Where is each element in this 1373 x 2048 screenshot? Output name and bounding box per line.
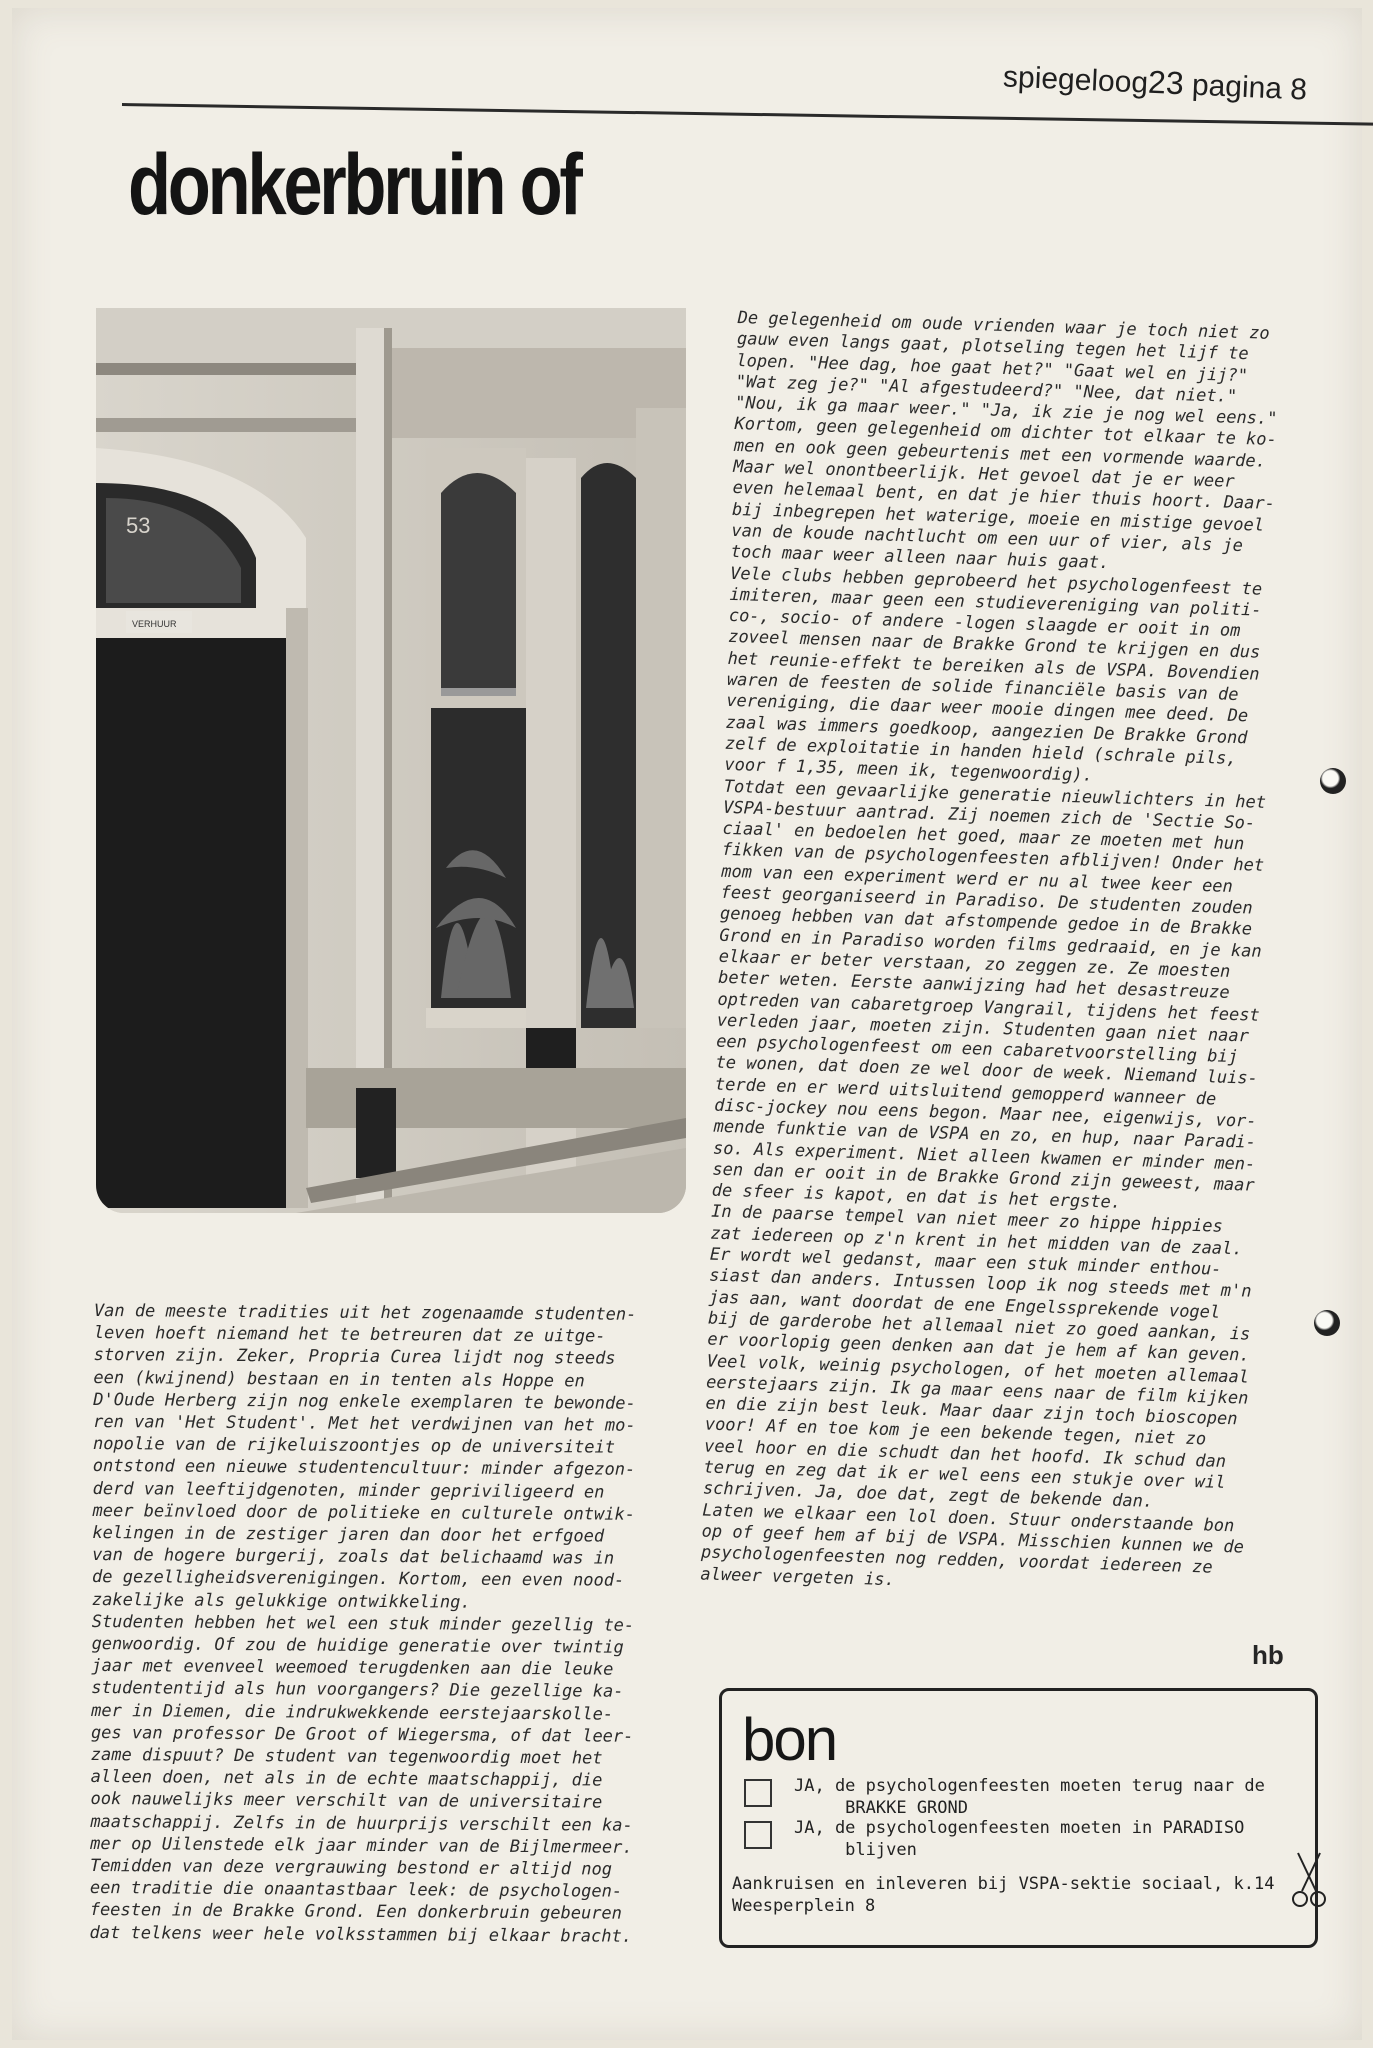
scissors-icon [1292,1851,1326,1913]
building-photo-illustration [96,308,686,1213]
article-column-left: Van de meeste tradities uit het zogenaamde studenten- leven hoeft niemand het te betreuren dat ze uitge- storven zijn. Zeker, Propria Curea lijdt nog steeds een (kwijnend) bestaan en in tenten als Hoppe en D'Oude Herberg zijn nog enkele exemplaren te bewonde- ren van 'Het Student'. Met het verdwijnen van het mo- nopolie van de rijkeluiszoontjes op de universiteit ontstond een nieuwe studentencultuur: minder afgezon- derd van leeftijdgenoten, minder gepriviligeerd en meer beïnvloed door de politieke en culturele ontwik- kelingen in de zestiger jaren dan door het erfgoed van de hogere burgerij, zoals dat belichaamd was in de gezelligheidsverenigingen. Kortom, een even nood- zakelijke als gelukkige ontwikkeling. Studenten hebben het wel een stuk minder gezellig te- genwoordig. Of zou de huidige generatie over twintig jaar met evenveel weemoed terugdenken aan die leuke studententijd als hun voorgangers? Die gezellige ka- mer in Diemen, die indrukwekkende eerstejaarskolle- ges van professor De Groot of Wiegersma, of dat leer- zame dispuut? De student van tegenwoordig moet het alleen doen, net als in de echte maatschappij, die ook nauwelijks meer verschilt van de universitaire maatschappij. Zelfs in de huurprijs verschilt een ka- mer op Uilenstede elk jaar minder van de Bijlmermeer. Temidden van deze vergrauwing bestond er altijd nog een traditie die onaantastbaar leek: de psychologen- feesten in de Brakke Grond. Een donkerbruin gebeuren dat telkens weer hele volksstammen bij elkaar bracht. [89,1301,637,1947]
coupon-option-1-label: JA, de psychologenfeesten moeten terug naar de BRAKKE GROND [794,1776,1265,1818]
door-sign: VERHUUR [132,619,177,629]
coupon-box [719,1688,1318,1948]
headline: donkerbruin of [128,137,580,233]
publication-name: spiegeloog [1002,60,1149,100]
author-signature: hb [1252,1640,1284,1670]
door-number: 53 [126,513,151,538]
coupon-option-2-label: JA, de psychologenfeesten moeten in PARADISO blijven [794,1818,1245,1860]
issue-number: 23 [1147,63,1185,102]
building-photo [96,308,686,1213]
article-column-right: De gelegenheid om oude vrienden waar je toch niet zo gauw even langs gaat, plotseling tegen het lijf te lopen. "Hee dag, hoe gaat het?" "Gaat wel en jij?" "Wat zeg je?" "Al afgestudeerd?" "Nee, dat niet." "Nou, ik ga maar weer." "Ja, ik zie je nog wel eens." Kortom, geen gelegenheid om dichter tot elkaar te ko- men en ook geen gebeurtenis met een vormende waarde. Maar wel onontbeerlijk. Het gevoel dat je er weer even helemaal bent, en dat je hier thuis hoort. Daar- bij inbegrepen het waterige, moeie en mistige gevoel van de koude nachtlucht om een uur of vier, als je toch maar weer alleen naar huis gaat. Vele clubs hebben geprobeerd het psychologenfeest te imiteren, maar geen een studievereniging van politi- co-, socio- of andere -logen slaagde er ooit in om zoveel mensen naar de Brakke Grond te krijgen en dus het reunie-effekt te bereiken als de VSPA. Bovendien waren de feesten de solide financiële basis van de vereniging, die daar weer mooie dingen mee deed. De zaal was immers goedkoop, aangezien De Brakke Grond zelf de exploitatie in handen hield (schrale pils, voor f 1,35, meen ik, tegenwoordig). Totdat een gevaarlijke generatie nieuwlichters in het VSPA-bestuur aantrad. Zij noemen zich de 'Sectie So- ciaal' en bedoelen het goed, maar ze moeten met hun fikken van de psychologenfeesten afblijven! Onder het mom van een experiment werd er nu al twee keer een feest georganiseerd in Paradiso. De studenten zouden genoeg hebben van dat afstompende gedoe in de Brakke Grond en in Paradiso worden films gedraaid, en je kan elkaar er beter verstaan, zo zeggen ze. Ze moesten beter weten. Eerste aanwijzing had het desastreuze optreden van cabaretgroep Vangrail, tijdens het feest verleden jaar, moeten zijn. Studenten gaan niet naar een psychologenfeest om een cabaretvoorstelling bij te wonen, dat doen ze wel door de week. Niemand luis- terde en er werd uitsluitend gemopperd wanneer de disc-jockey nou eens begon. Maar nee, eigenwijs, vor- mende funktie van de VSPA en zo, en hup, naar Paradi- so. Als experiment. Niet alleen kwamen er minder men- sen dan er ooit in de Brakke Grond zijn geweest, maar de sfeer is kapot, en dat is het ergste. In de paarse tempel van niet meer zo hippe hippies zat iedereen op z'n krent in het midden van de zaal. Er wordt wel gedanst, maar een stuk minder enthou- siast dan anders. Intussen loop ik nog steeds met m'n jas aan, want doordat de ene Engelssprekende vogel bij de garderobe het allemaal niet zo goed aankan, is er voorlopig geen denken aan dat je hem af kan geven. Veel volk, weinig psychologen, of het moeten allemaal eerstejaars zijn. Ik ga maar eens naar de film kijken en die zijn best leuk. Maar daar zijn toch bioscopen voor! Af en toe kom je een bekende tegen, niet zo veel hoor en die schudt dan het hoofd. Ik schud dan terug en zeg dat ik er wel eens een stukje over wil schrijven. Ja, doe dat, zegt de bekende dan. Laten we elkaar een lol doen. Stuur onderstaande bon op of geef hem af bij de VSPA. Misschien kunnen we de psychologenfeesten nog redden, voordat iedereen ze alweer vergeten is. [700,308,1278,1590]
page-number: pagina 8 [1191,68,1308,107]
magazine-page [12,8,1362,2040]
page-header [1002,57,1307,107]
binder-hole [1320,768,1346,794]
checkbox-paradiso[interactable] [744,1821,772,1849]
binder-hole [1314,1310,1340,1336]
coupon-instructions: Aankruisen en inleveren bij VSPA-sektie sociaal, k.14 Weesperplein 8 [732,1874,1275,1916]
checkbox-brakke-grond[interactable] [744,1779,772,1807]
header-rule [122,103,1373,126]
coupon-title: bon [742,1706,837,1773]
